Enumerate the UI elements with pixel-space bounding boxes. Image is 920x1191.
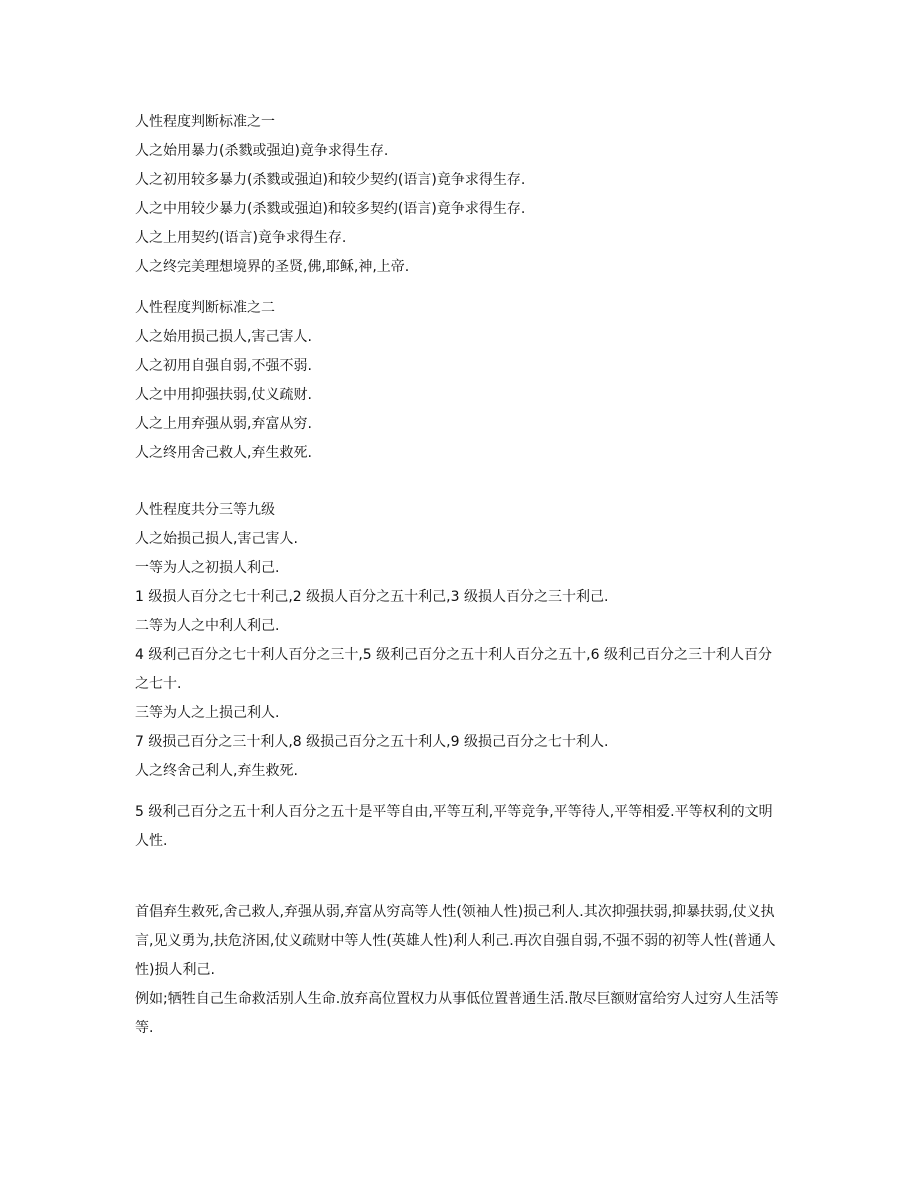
paragraph-line: 三等为人之上损己利人.	[135, 705, 280, 721]
paragraph-line: 例如;牺牲自己生命救活别人生命.放弃高位置权力从事低位置普通生活.散尽巨额财富给穷人过穷人生活等等.	[135, 991, 779, 1036]
paragraph-line: 1 级损人百分之七十利己,2 级损人百分之五十利己,3 级损人百分之三十利己.	[135, 589, 609, 605]
section-conclusion	[135, 898, 785, 1043]
paragraph-line: 人之终用舍己救人,弃生救死.	[135, 445, 312, 461]
paragraph-line: 人之初用自强自弱,不强不弱.	[135, 358, 312, 374]
section-three-grades	[135, 496, 785, 786]
paragraph-line: 人之初用较多暴力(杀戮或强迫)和较少契约(语言)竟争求得生存.	[135, 172, 526, 188]
paragraph-line: 人之上用弃强从弱,弃富从穷.	[135, 416, 312, 432]
paragraph-line: 二等为人之中利人利己.	[135, 618, 280, 634]
paragraph-line: 人之中用较少暴力(杀戮或强迫)和较多契约(语言)竟争求得生存.	[135, 201, 526, 217]
paragraph-line: 5 级利己百分之五十利人百分之五十是平等自由,平等互利,平等竞争,平等待人,平等相爱.平等权利的文明人性.	[135, 804, 773, 849]
document-body	[135, 108, 785, 1043]
paragraph-line: 人之始损己损人,害己害人.	[135, 531, 298, 547]
paragraph-line: 人之始用损己损人,害己害人.	[135, 329, 312, 345]
paragraph-line: 人之上用契约(语言)竟争求得生存.	[135, 230, 347, 246]
paragraph-line: 人之中用抑强扶弱,仗义疏财.	[135, 387, 312, 403]
section-standard-two	[135, 294, 785, 468]
section-title: 人性程度共分三等九级	[135, 502, 275, 518]
section-title: 人性程度判断标准之一	[135, 114, 275, 130]
paragraph-line: 7 级损己百分之三十利人,8 级损己百分之五十利人,9 级损己百分之七十利人.	[135, 734, 609, 750]
section-title: 人性程度判断标准之二	[135, 300, 275, 316]
paragraph-line: 首倡弃生救死,舍己救人,弃强从弱,弃富从穷高等人性(领袖人性)损己利人.其次抑强扶弱,抑暴扶弱,仗义执言,见义勇为,扶危济困,仗义疏财中等人性(英雄人性)利人利己.再次自强自弱,不强不弱的初等人性(普通人性)损人利己.	[135, 904, 776, 978]
paragraph-line: 人之终完美理想境界的圣贤,佛,耶稣,神,上帝.	[135, 259, 410, 275]
paragraph-line: 4 级利己百分之七十利人百分之三十,5 级利己百分之五十利人百分之五十,6 级利己百分之三十利人百分之七十.	[135, 647, 772, 692]
paragraph-line: 一等为人之初损人利己.	[135, 560, 280, 576]
paragraph-line: 人之始用暴力(杀戮或强迫)竟争求得生存.	[135, 143, 389, 159]
section-standard-one	[135, 108, 785, 282]
paragraph-line: 人之终舍己利人,弃生救死.	[135, 763, 298, 779]
section-equality-note	[135, 798, 785, 856]
